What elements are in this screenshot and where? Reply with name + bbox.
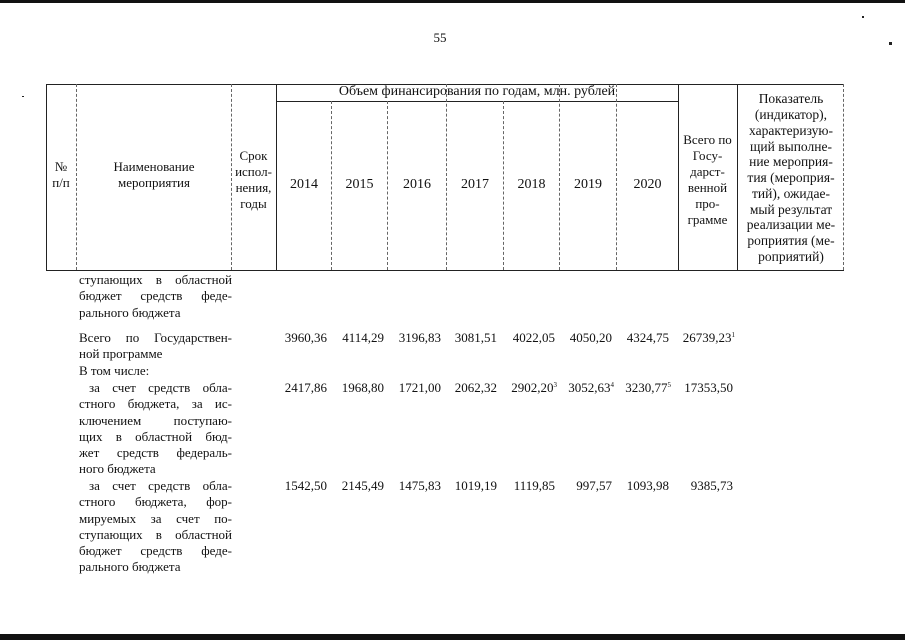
federal-row-label: бюджет средств феде- <box>79 543 232 558</box>
including-label: В том числе: <box>79 363 150 378</box>
header-funding-group: Объем финансирования по годам, млн. рублей <box>338 84 616 99</box>
regional-row-label: жет средств федераль- <box>79 445 232 460</box>
regional-row-label: ного бюджета <box>79 461 156 476</box>
header-year: 2015 <box>345 177 374 192</box>
total-value: 26739,23$^1$ <box>682 330 735 345</box>
header-year: 2017 <box>461 177 489 192</box>
name-continuation-line: бюджет средств феде- <box>79 288 232 303</box>
federal-value: 1019,19 <box>454 478 497 493</box>
name-continuation-line: ступающих в областной <box>79 272 232 287</box>
header-number: № п/п <box>52 159 70 190</box>
regional-row-label: стного бюджета, за ис- <box>79 396 232 411</box>
federal-row-label: стного бюджета, фор- <box>79 494 232 509</box>
header-year: 2014 <box>290 177 318 192</box>
total-value: 3960,36 <box>284 330 327 345</box>
header-indicator: Показатель (индикатор), характеризую- щий выполне- ние мероприя- тия (мероприя- тий), ожидае- мый результат реализации ме- роприятия (ме- роприятий) <box>746 91 836 265</box>
col-border <box>737 84 738 270</box>
header-term: Срок испол- нения, годы <box>235 148 272 211</box>
regional-row-label: ключением поступаю- <box>79 413 232 428</box>
header-year: 2020 <box>633 177 662 192</box>
federal-value: 1542,50 <box>284 478 327 493</box>
col-border <box>46 84 47 270</box>
page-number: 55 <box>433 30 447 45</box>
federal-row-label: рального бюджета <box>79 559 181 574</box>
header-year: 2019 <box>574 177 602 192</box>
federal-value: 997,57 <box>576 478 612 493</box>
total-value: 4114,29 <box>342 330 384 345</box>
header-bottom-border <box>46 270 844 271</box>
total-value: 4324,75 <box>626 330 669 345</box>
regional-value: 17353,50 <box>684 380 733 395</box>
regional-value: 2417,86 <box>284 380 327 395</box>
total-value: 3081,51 <box>454 330 497 345</box>
header-year: 2018 <box>517 177 546 192</box>
regional-value: 2902,20$^3$ <box>511 380 557 395</box>
federal-value: 9385,73 <box>690 478 733 493</box>
col-border <box>76 84 77 270</box>
header-name: Наименование мероприятия <box>113 159 195 190</box>
name-continuation-line: рального бюджета <box>79 305 181 320</box>
total-row-label: Всего по Государствен- <box>79 330 232 345</box>
funding-group-divider <box>276 101 678 102</box>
federal-value: 2145,49 <box>341 478 384 493</box>
regional-value: 3230,77$^5$ <box>625 380 671 395</box>
federal-row-label: за счет средств обла- <box>89 478 232 493</box>
total-value: 4050,20 <box>569 330 612 345</box>
header-year: 2016 <box>403 177 431 192</box>
regional-row-label: за счет средств обла- <box>89 380 232 395</box>
total-value: 4022,05 <box>512 330 555 345</box>
federal-value: 1119,85 <box>513 478 555 493</box>
col-border <box>843 84 844 270</box>
regional-value: 3052,63$^4$ <box>568 380 614 395</box>
regional-row-label: щих в областной бюд- <box>79 429 232 444</box>
federal-value: 1475,83 <box>398 478 441 493</box>
total-value: 3196,83 <box>398 330 441 345</box>
federal-row-label: ступающих в областной <box>79 527 232 542</box>
header-total: Всего по Госу- дарст- венной про- грамме <box>683 132 732 227</box>
total-row-label: ной программе <box>79 346 163 361</box>
regional-value: 2062,32 <box>454 380 497 395</box>
federal-value: 1093,98 <box>626 478 669 493</box>
regional-value: 1721,00 <box>398 380 441 395</box>
regional-value: 1968,80 <box>341 380 384 395</box>
federal-row-label: мируемых за счет по- <box>79 511 232 526</box>
